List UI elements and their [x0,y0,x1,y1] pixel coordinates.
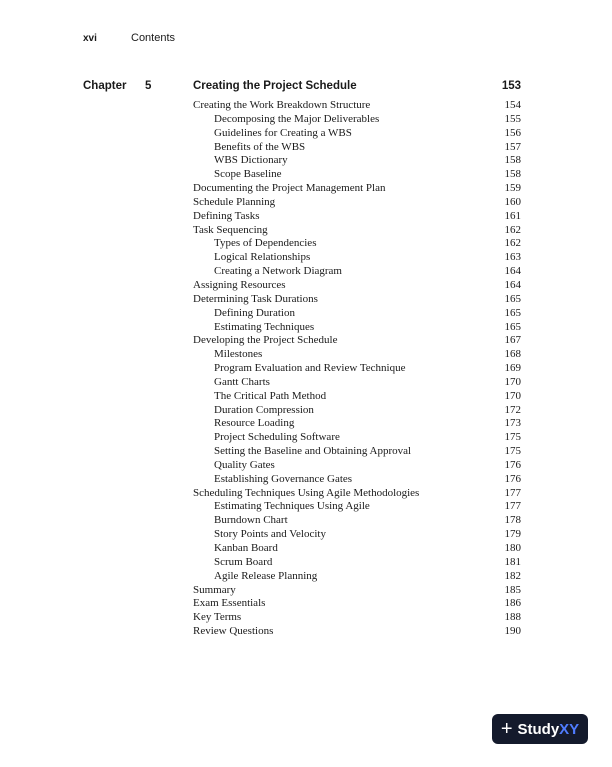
toc-entry-page: 159 [504,182,521,195]
toc-entry [193,417,521,431]
toc-entry [193,237,521,251]
chapter-page: 153 [501,80,521,92]
brand-name: Study [517,720,560,738]
toc-entry [193,445,521,459]
toc-entry-page: 162 [504,237,521,250]
toc-entry-page: 156 [504,126,521,139]
toc-entry-title: Program Evaluation and Review Technique [214,362,406,375]
toc-entry-page: 182 [504,569,521,582]
toc-entry-page: 165 [504,306,521,319]
toc-entry-title: Milestones [214,348,263,361]
toc-entry-page: 188 [504,611,521,624]
toc-entry-page: 178 [504,514,521,527]
toc-entry-page: 172 [504,403,521,416]
toc-entry-title: Agile Release Planning [214,569,318,582]
toc-entry-title: Scope Baseline [214,168,282,181]
toc-entry [193,279,521,293]
toc-entry-page: 164 [504,265,521,278]
toc-entry [193,528,521,542]
toc-entry-page: 185 [504,583,521,596]
toc-entry-page: 169 [504,362,521,375]
toc-entry-page: 180 [504,542,521,554]
toc-entry-page: 154 [504,99,521,111]
toc-entry [193,348,521,362]
toc-entry [193,473,521,487]
toc-entry [193,168,521,182]
toc-entry-page: 175 [504,431,521,444]
toc-entry [193,224,521,238]
chapter-heading [83,80,521,96]
toc-entry-page: 162 [504,223,521,236]
toc-entry-title: Scheduling Techniques Using Agile Methodologies [193,486,420,499]
toc-entry [193,196,521,210]
page-folio: xvi [83,33,97,44]
toc-entry [193,487,521,501]
toc-entry-title: Gantt Charts [214,375,270,388]
toc-entry-title: Project Scheduling Software [214,431,340,444]
toc-entry [193,514,521,528]
toc-entry [193,210,521,224]
toc-entry-title: Scrum Board [214,555,273,568]
toc-entry [193,570,521,584]
toc-entry-title: Task Sequencing [193,223,268,236]
toc-entry-title: Key Terms [193,611,242,624]
plus-icon: + [500,718,513,740]
toc-entry [193,362,521,376]
toc-entry [193,141,521,155]
toc-entry [193,251,521,265]
toc-entry-title: Logical Relationships [214,251,311,264]
toc-entry-title: Creating a Network Diagram [214,265,342,278]
toc-entry [193,542,521,556]
toc-entry [193,99,521,113]
toc-entry-page: 176 [504,472,521,485]
toc-entry [193,334,521,348]
toc-entry-page: 157 [504,140,521,153]
toc-entry [193,293,521,307]
toc-entry-title: Assigning Resources [193,278,286,291]
toc-entry-title: Establishing Governance Gates [214,472,353,485]
toc-entry-page: 160 [504,195,521,208]
toc-entry-page: 164 [504,278,521,291]
toc-entry-title: Quality Gates [214,458,275,471]
toc-entry [193,459,521,473]
studyxy-watermark [492,714,588,744]
toc-entry-title: Developing the Project Schedule [193,334,338,347]
toc-entry-title: Burndown Chart [214,514,288,527]
toc-entry-title: WBS Dictionary [214,154,288,167]
toc-entry-page: 173 [504,417,521,430]
toc-entry-page: 179 [504,528,521,541]
toc-entry [193,376,521,390]
toc-entry [193,127,521,141]
toc-entry [193,611,521,625]
toc-entry-title: Determining Task Durations [193,292,318,305]
toc-entry-page: 177 [504,500,521,513]
toc-entry [193,154,521,168]
toc-entry-title: Resource Loading [214,417,295,430]
toc-entry [193,625,521,639]
toc-entry-title: Types of Dependencies [214,237,317,250]
toc-entry-page: 175 [504,445,521,458]
toc-entry-page: 177 [504,486,521,499]
toc-entry-title: The Critical Path Method [214,389,327,402]
chapter-label: Chapter [83,80,127,92]
toc-entry-title: Defining Duration [214,306,295,319]
toc-entry-title: Benefits of the WBS [214,140,306,153]
toc-entry-page: 163 [504,251,521,264]
toc-entry-title: Estimating Techniques [214,320,315,333]
toc-entry-page: 158 [504,168,521,181]
toc-entry-title: Story Points and Velocity [214,528,326,541]
toc-entry-page: 170 [504,389,521,402]
toc-entry [193,584,521,598]
toc-entry-page: 165 [504,320,521,333]
toc-entry-page: 158 [504,154,521,167]
toc-entry-title: Guidelines for Creating a WBS [214,126,352,139]
toc-entry-page: 176 [504,458,521,471]
toc-entry-title: Exam Essentials [193,597,266,610]
toc-entry [193,182,521,196]
toc-entry [193,431,521,445]
toc-entry-page: 190 [504,625,521,638]
toc-entry [193,404,521,418]
toc-entry-title: Duration Compression [214,403,314,416]
toc-entry-title: Review Questions [193,625,274,638]
toc-entry-page: 161 [504,209,521,222]
chapter-number: 5 [145,80,152,92]
brand-suffix: XY [559,720,580,738]
toc-entry-page: 181 [504,555,521,568]
toc-entry-page: 167 [504,334,521,347]
toc-entry [193,265,521,279]
toc-entry-page: 155 [504,112,521,125]
toc-entry [193,500,521,514]
toc-entry-title: Estimating Techniques Using Agile [214,500,370,513]
toc-entry-title: Decomposing the Major Deliverables [214,112,380,125]
toc-list [193,99,521,639]
toc-entry [193,597,521,611]
toc-entry [193,321,521,335]
toc-entry-title: Summary [193,583,236,596]
toc-entry-title: Documenting the Project Management Plan [193,182,386,195]
toc-entry [193,556,521,570]
toc-entry-title: Creating the Work Breakdown Structure [193,99,371,111]
toc-entry-title: Schedule Planning [193,195,276,208]
toc-entry-page: 186 [504,597,521,610]
toc-entry-page: 168 [504,348,521,361]
toc-entry [193,113,521,127]
toc-entry-title: Setting the Baseline and Obtaining Approval [214,445,412,458]
chapter-title: Creating the Project Schedule [193,80,357,92]
running-title: Contents [131,32,176,44]
running-head [83,32,175,44]
toc-entry-page: 165 [504,292,521,305]
toc-entry-title: Defining Tasks [193,209,260,222]
toc-entry [193,390,521,404]
toc-entry-title: Kanban Board [214,542,278,554]
toc-entry [193,307,521,321]
toc-entry-page: 170 [504,375,521,388]
